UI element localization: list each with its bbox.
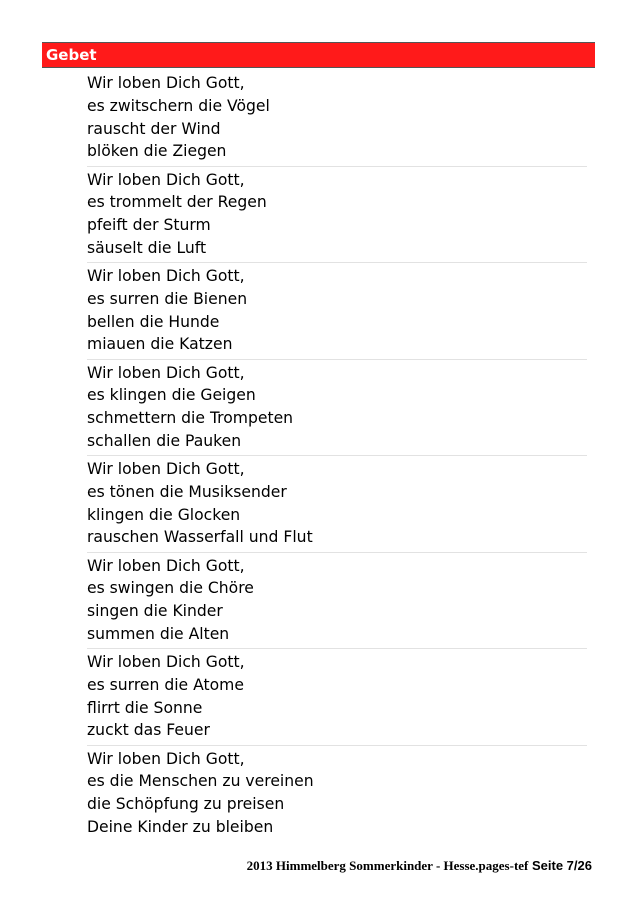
stanza-line: rauschen Wasserfall und Flut — [87, 528, 313, 547]
stanza-line: Wir loben Dich Gott, — [87, 653, 245, 671]
stanza-line: pfeift der Sturm — [87, 216, 211, 235]
stanza — [87, 360, 587, 457]
stanza-line: die Schöpfung zu preisen — [87, 795, 285, 814]
page-footer — [247, 857, 592, 875]
stanza-line: rauscht der Wind — [87, 119, 221, 138]
stanza-line: Wir loben Dich Gott, — [87, 170, 245, 189]
stanza — [87, 649, 587, 746]
stanza-line: klingen die Glocken — [87, 505, 241, 524]
stanza — [87, 746, 587, 843]
stanza-line: Wir loben Dich Gott, — [87, 267, 245, 285]
stanza-line: flirrt die Sonne — [87, 698, 203, 717]
section-header-bar — [42, 42, 595, 68]
stanza-line: es die Menschen zu vereinen — [87, 772, 314, 791]
stanza-line: miauen die Katzen — [87, 335, 233, 354]
stanza-line: es surren die Atome — [87, 675, 244, 694]
stanza-line: Wir loben Dich Gott, — [87, 556, 245, 575]
section-title: Gebet — [46, 46, 97, 64]
stanza-line: schallen die Pauken — [87, 431, 242, 450]
page-number: Seite 7/26 — [532, 858, 592, 873]
stanza-line: singen die Kinder — [87, 602, 223, 621]
stanza — [87, 167, 587, 264]
stanza-line: blöken die Ziegen — [87, 142, 227, 161]
stanza-line: es trommelt der Regen — [87, 193, 267, 212]
stanza — [87, 263, 587, 360]
stanza-line: Wir loben Dich Gott, — [87, 74, 245, 92]
stanza-line: säuselt die Luft — [87, 238, 207, 257]
stanza-line: Wir loben Dich Gott, — [87, 460, 245, 478]
stanza-line: Wir loben Dich Gott, — [87, 749, 245, 768]
stanza — [87, 70, 587, 167]
prayer-stanzas — [87, 70, 587, 842]
stanza-line: es surren die Bienen — [87, 289, 248, 308]
stanza-line: zuckt das Feuer — [87, 721, 210, 740]
stanza — [87, 553, 587, 650]
stanza-line: Wir loben Dich Gott, — [87, 363, 245, 382]
stanza — [87, 456, 587, 553]
stanza-line: es swingen die Chöre — [87, 579, 254, 598]
stanza-line: es zwitschern die Vögel — [87, 96, 270, 115]
stanza-line: es tönen die Musiksender — [87, 482, 287, 501]
footer-text: 2013 Himmelberg Sommerkinder - Hesse.pages-tef — [246, 858, 529, 873]
stanza-line: bellen die Hunde — [87, 312, 220, 331]
stanza-line: schmettern die Trompeten — [87, 409, 294, 428]
stanza-line: es klingen die Geigen — [87, 386, 256, 405]
stanza-line: Deine Kinder zu bleiben — [87, 817, 274, 836]
stanza-line: summen die Alten — [87, 624, 230, 643]
